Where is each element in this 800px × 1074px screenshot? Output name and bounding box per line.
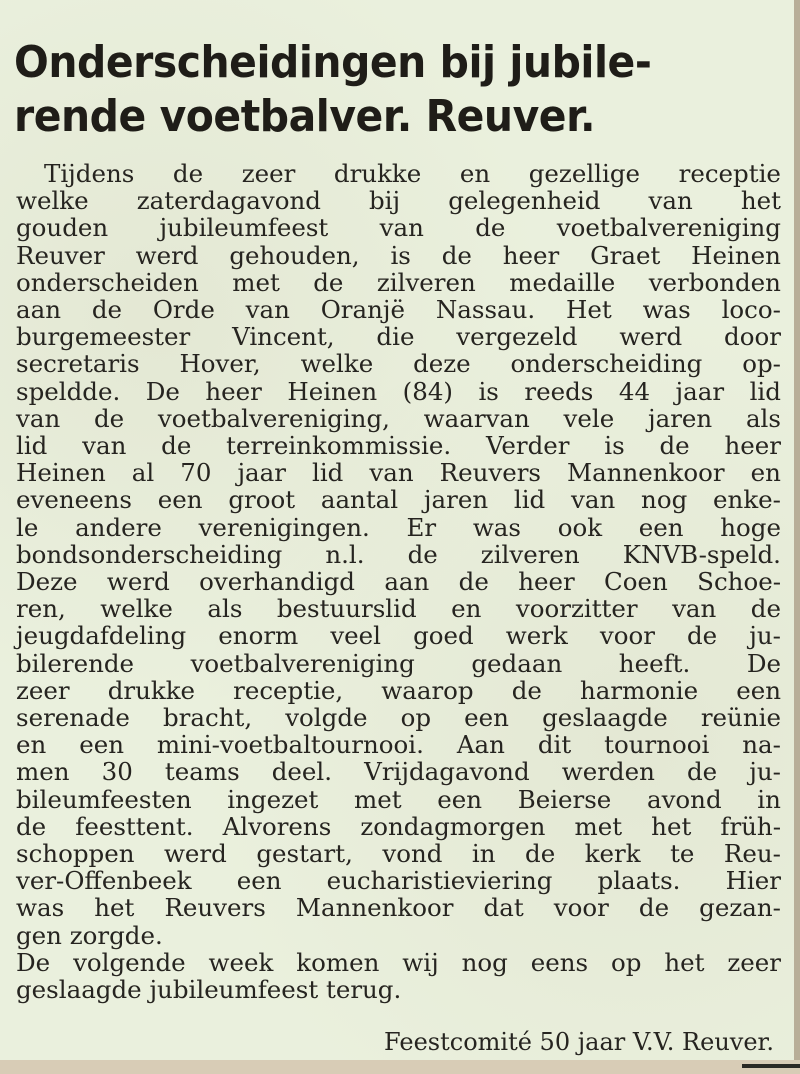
body-line: Deze werd overhandigd aan de heer Coen Schoe- <box>16 567 781 597</box>
body-line: lid van de terreinkommissie. Verder is de heer <box>16 431 781 461</box>
headline-line-2: rende voetbalver. Reuver. <box>14 91 596 142</box>
body-line: was het Reuvers Mannenkoor dat voor de gezan- <box>16 893 781 923</box>
body-line: bileumfeesten ingezet met een Beierse avond in <box>16 784 781 814</box>
body-line: Tijdens de zeer drukke en gezellige receptie <box>44 159 781 188</box>
body-line: onderscheiden met de zilveren medaille verbonden <box>16 267 781 297</box>
paper-edge-right <box>794 0 800 1074</box>
paper-edge-bottom <box>0 1060 800 1074</box>
body-line: schoppen werd gestart, vond in de kerk te Reu- <box>16 839 781 869</box>
body-line: bondsonderscheiding n.l. de zilveren KNVB-speld. <box>16 539 781 569</box>
body-line: geslaagde jubileumfeest terug. <box>16 975 402 1005</box>
body-line: jeugdafdeling enorm veel goed werk voor de ju- <box>16 621 781 651</box>
body-line: Heinen al 70 jaar lid van Reuvers Mannenkoor en <box>16 458 781 488</box>
body-line: burgemeester Vincent, die vergezeld werd door <box>16 322 781 352</box>
body-line: de feesttent. Alvorens zondagmorgen met het früh- <box>16 811 781 841</box>
divider-rule <box>742 1064 800 1068</box>
body-line: en een mini-voetbaltournooi. Aan dit tournooi na- <box>16 730 781 760</box>
article-body <box>16 160 781 1003</box>
signature: Feestcomité 50 jaar V.V. Reuver. <box>384 1028 774 1056</box>
body-line: gouden jubileumfeest van de voetbalvereniging <box>16 213 781 243</box>
body-line: De volgende week komen wij nog eens op het zeer <box>16 947 781 977</box>
body-line: speldde. De heer Heinen (84) is reeds 44 jaar lid <box>16 376 781 406</box>
body-line: aan de Orde van Oranjë Nassau. Het was loco- <box>16 295 781 325</box>
body-line: ren, welke als bestuurslid en voorzitter van de <box>16 594 781 624</box>
body-line: Reuver werd gehouden, is de heer Graet Heinen <box>16 240 781 270</box>
body-line: gen zorgde. <box>16 920 163 950</box>
body-line: men 30 teams deel. Vrijdagavond werden de ju- <box>16 757 781 787</box>
body-line: serenade bracht, volgde op een geslaagde reünie <box>16 703 781 733</box>
headline <box>14 36 794 144</box>
body-line: ver-Offenbeek een eucharistieviering plaats. Hier <box>16 866 781 896</box>
body-line: eveneens een groot aantal jaren lid van nog enke- <box>16 485 781 515</box>
body-line: le andere verenigingen. Er was ook een hoge <box>16 512 781 542</box>
body-line: welke zaterdagavond bij gelegenheid van het <box>16 186 781 216</box>
body-line: zeer drukke receptie, waarop de harmonie een <box>16 675 781 705</box>
headline-line-1: Onderscheidingen bij jubile- <box>14 37 652 88</box>
body-line: secretaris Hover, welke deze onderscheiding op- <box>16 349 781 379</box>
body-line: van de voetbalvereniging, waarvan vele jaren als <box>16 403 781 433</box>
body-line: bilerende voetbalvereniging gedaan heeft. De <box>16 648 781 678</box>
